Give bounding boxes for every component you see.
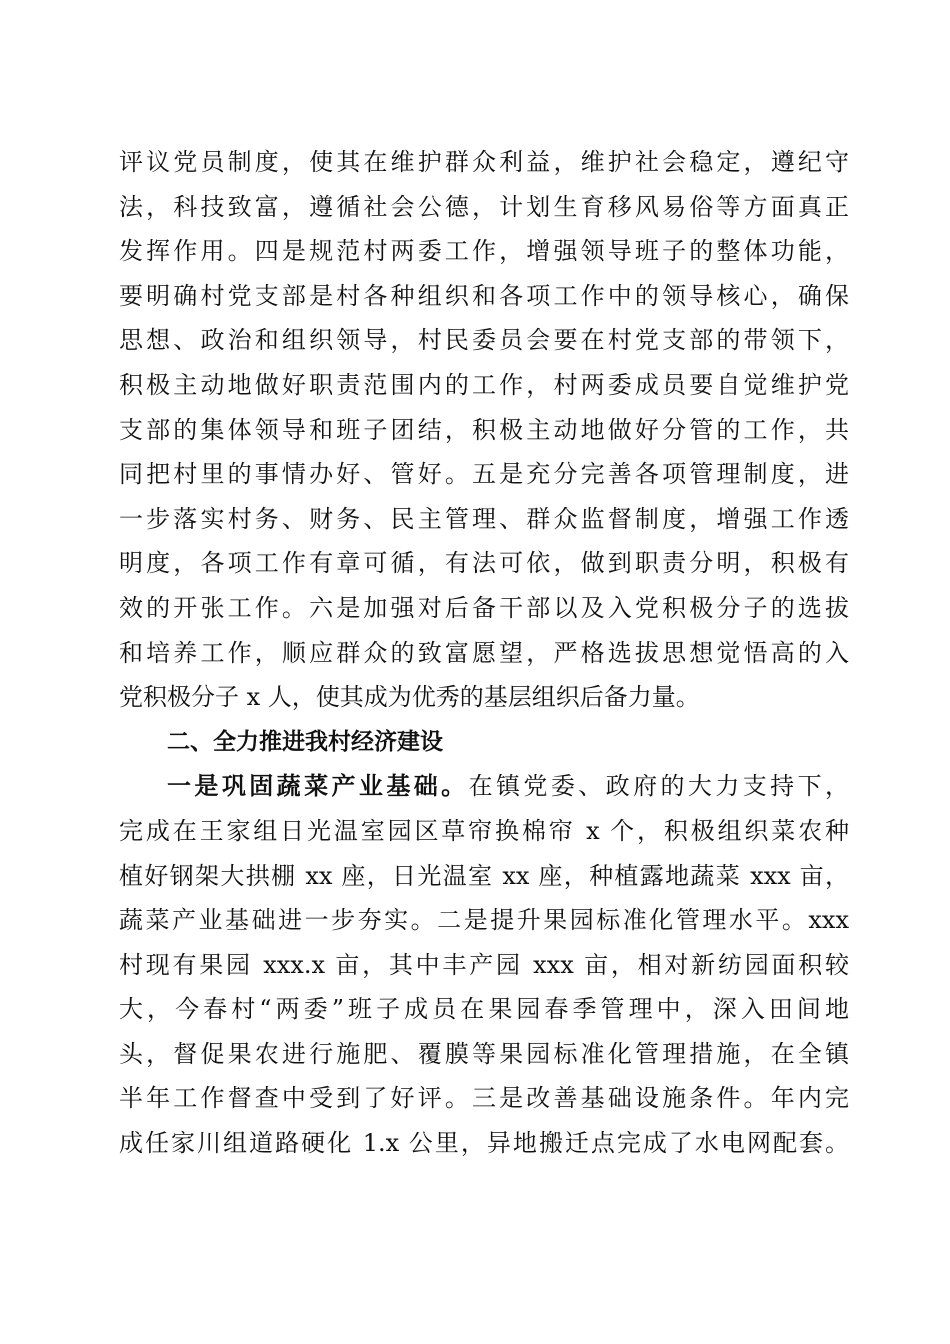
text-line: 同把村里的事情办好、管好。五是充分完善各项管理制度，进 (119, 460, 849, 489)
text-line: 头，督促果农进行施肥、覆膜等果园标准化管理措施，在全镇 (119, 1039, 849, 1068)
text-line: 村现有果园 xxx.x 亩，其中丰产园 xxx 亩，相对新纺园面积较 (119, 950, 849, 979)
text-line: 法，科技致富，遵循社会公德，计划生育移风易俗等方面真正 (119, 192, 849, 221)
text-line: 大，今春村“两委”班子成员在果园春季管理中，深入田间地 (119, 995, 849, 1024)
text-line: 党积极分子 x 人，使其成为优秀的基层组织后备力量。 (119, 683, 700, 712)
text-line: 支部的集体领导和班子团结，积极主动地做好分管的工作，共 (119, 415, 849, 444)
text-line: 一步落实村务、财务、民主管理、群众监督制度，增强工作透 (119, 504, 849, 533)
text-line: 半年工作督查中受到了好评。三是改善基础设施条件。年内完 (119, 1084, 849, 1113)
text-line: 完成在王家组日光温室园区草帘换棉帘 x 个，积极组织菜农种 (119, 816, 849, 845)
section-heading: 二、全力推进我村经济建设 (167, 728, 443, 755)
text-line: 植好钢架大拱棚 xx 座，日光温室 xx 座，种植露地蔬菜 xxx 亩， (119, 861, 849, 890)
bold-lead-phrase: 一是巩固蔬菜产业基础。 (167, 771, 469, 801)
text-line: 评议党员制度，使其在维护群众利益，维护社会稳定，遵纪守 (119, 148, 849, 176)
text-line: 思想、政治和组织领导，村民委员会要在村党支部的带领下， (119, 326, 849, 355)
text-line: 发挥作用。四是规范村两委工作，增强领导班子的整体功能， (119, 237, 849, 266)
paragraph-party-building (119, 140, 849, 720)
document-body (119, 140, 849, 1166)
text-line: 蔬菜产业基础进一步夯实。二是提升果园标准化管理水平。xxx (119, 906, 849, 935)
text-line: 积极主动地做好职责范围内的工作，村两委成员要自觉维护党 (119, 370, 849, 399)
text-line: 效的开张工作。六是加强对后备干部以及入党积极分子的选拔 (119, 593, 849, 622)
paragraph-economy (119, 764, 849, 1165)
paragraph-first-line (119, 764, 849, 809)
text-line: 明度，各项工作有章可循，有法可依，做到职责分明，积极有 (119, 549, 849, 578)
text-line: 和培养工作，顺应群众的致富愿望，严格选拔思想觉悟高的入 (119, 638, 849, 667)
text-line: 成任家川组道路硬化 1.x 公里，异地搬迁点完成了水电网配套。 (119, 1129, 849, 1158)
text-line: 要明确村党支部是村各种组织和各项工作中的领导核心，确保 (119, 281, 849, 310)
lead-line-rest: 在镇党委、政府的大力支持下， (468, 772, 849, 801)
